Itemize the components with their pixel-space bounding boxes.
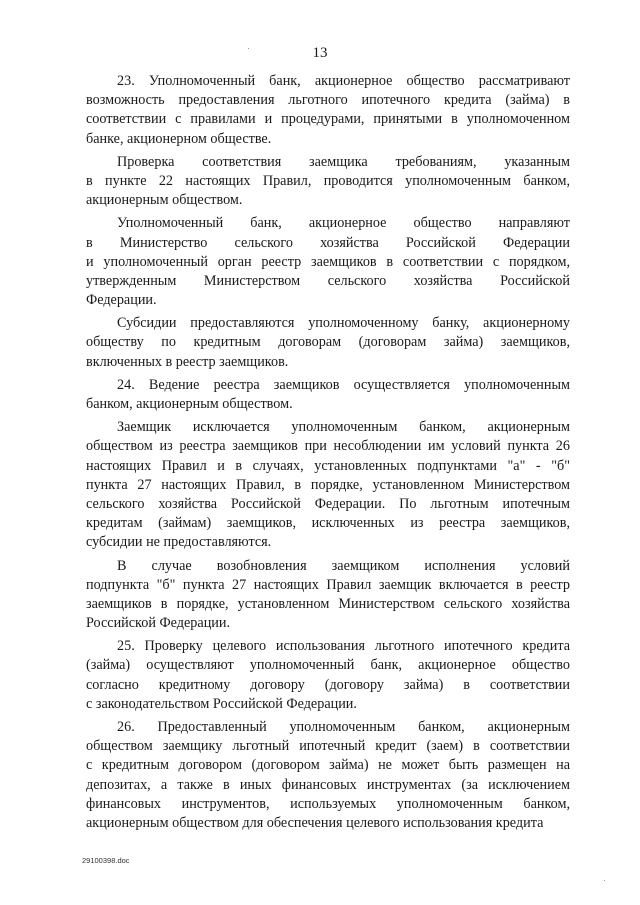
text-line: Уполномоченный банк, акционерное общество направляют bbox=[117, 215, 570, 232]
text-line: в пункте 22 настоящих Правил, проводится уполномоченным банком, bbox=[86, 172, 570, 189]
text-line: сельского хозяйства Российской Федерации. По льготным ипотечным bbox=[86, 495, 570, 512]
text-line: Субсидии предоставляются уполномоченному банку, акционерному bbox=[117, 315, 570, 332]
text-line: согласно кредитному договору (договору займа) в соответствии bbox=[86, 676, 570, 693]
text-line: банком, акционерным обществом. bbox=[86, 396, 293, 412]
text-line: заемщиков в порядке, установленном Министерством сельского хозяйства bbox=[86, 595, 570, 612]
text-line: 23. Уполномоченный банк, акционерное общество рассматривают bbox=[117, 73, 570, 89]
text-line: обществом заемщику льготный ипотечный кредит (заем) в соответствии bbox=[86, 738, 570, 755]
footer-filename: 29100398.doc bbox=[82, 856, 130, 865]
text-line: Заемщик исключается уполномоченным банком, акционерным bbox=[117, 419, 570, 436]
paragraph bbox=[86, 72, 570, 149]
text-line: 26. Предоставленный уполномоченным банком, акционерным bbox=[117, 719, 570, 735]
text-line: Проверка соответствия заемщика требованиям, указанным bbox=[117, 153, 570, 170]
text-line: с законодательством Российской Федерации. bbox=[86, 695, 357, 712]
paragraph bbox=[86, 418, 570, 552]
text-line: акционерным обществом для обеспечения целевого использования кредита bbox=[86, 814, 544, 831]
text-line: Российской Федерации. bbox=[86, 615, 231, 632]
text-line: в Министерство сельского хозяйства Российской Федерации bbox=[86, 234, 570, 251]
paragraph bbox=[86, 637, 570, 714]
paragraph bbox=[86, 376, 570, 414]
paragraph bbox=[86, 314, 570, 372]
text-line: утвержденным Министерством сельского хозяйства Российской bbox=[86, 272, 570, 289]
document-body bbox=[86, 72, 570, 837]
text-line: субсидии не предоставляются. bbox=[86, 534, 272, 551]
text-line: возможность предоставления льготного ипотечного кредита (займа) в bbox=[86, 92, 570, 109]
text-line: 25. Проверку целевого использования льготного ипотечного кредита bbox=[117, 638, 570, 655]
text-line: пункта 27 настоящих Правил, в порядке, установленном Министерством bbox=[86, 476, 570, 493]
text-line: депозитах, а также в иных финансовых инструментах (за исключением bbox=[86, 776, 570, 793]
text-line: настоящих Правил и в случаях, установленных подпунктами "а" - "б" bbox=[86, 457, 570, 474]
paragraph bbox=[86, 557, 570, 634]
text-line: акционерным обществом. bbox=[86, 192, 243, 209]
text-line: включенных в реестр заемщиков. bbox=[86, 353, 289, 370]
text-line: с кредитным договором (договором займа) не может быть размещен на bbox=[86, 757, 570, 774]
scan-speck bbox=[248, 48, 249, 49]
paragraph bbox=[86, 718, 570, 833]
text-line: подпункта "б" пункта 27 настоящих Правил заемщик включается в реестр bbox=[86, 576, 570, 593]
text-line: Федерации. bbox=[86, 292, 157, 309]
text-line: В случае возобновления заемщиком исполнения условий bbox=[117, 557, 570, 574]
scan-speck bbox=[604, 880, 605, 881]
text-line: и уполномоченный орган реестр заемщиков в соответствии с порядком, bbox=[86, 253, 570, 270]
paragraph bbox=[86, 153, 570, 211]
text-line: банке, акционерном обществе. bbox=[86, 130, 272, 147]
text-line: соответствии с правилами и процедурами, принятыми в уполномоченном bbox=[86, 111, 570, 128]
text-line: 24. Ведение реестра заемщиков осуществляется уполномоченным bbox=[117, 376, 570, 393]
text-line: (займа) осуществляют уполномоченный банк, акционерное общество bbox=[86, 657, 570, 674]
text-line: кредитам (займам) заемщиков, исключенных из реестра заемщиков, bbox=[86, 515, 570, 532]
text-line: обществом из реестра заемщиков при несоблюдении им условий пункта 26 bbox=[86, 438, 570, 455]
text-line: обществу по кредитным договорам (договорам займа) заемщиков, bbox=[86, 334, 570, 351]
page-number: 13 bbox=[312, 45, 328, 61]
text-line: финансовых инструментов, используемых уполномоченным банком, bbox=[86, 795, 570, 812]
paragraph bbox=[86, 214, 570, 310]
